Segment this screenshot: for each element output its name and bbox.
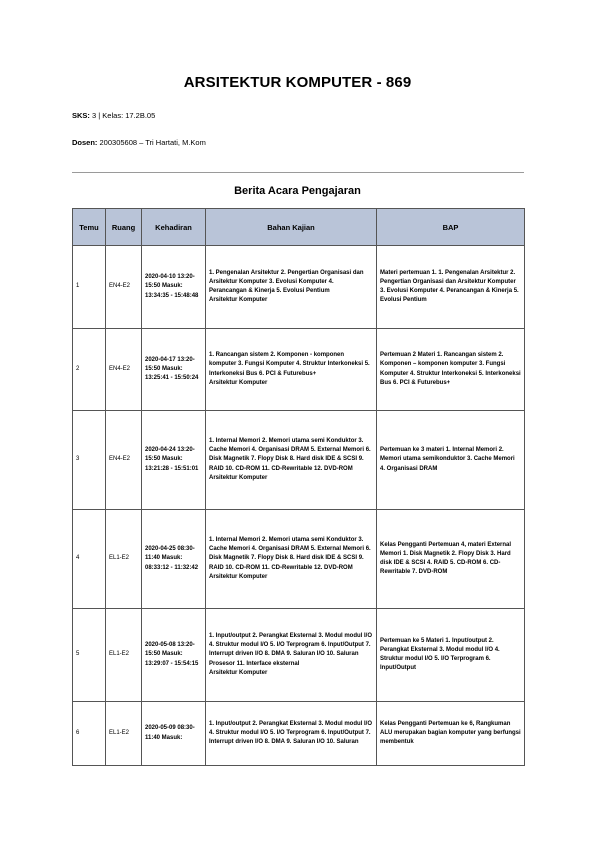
cell-bahan-kajian: 1. Input/output 2. Perangkat Eksternal 3. Modul modul I/O 4. Struktur modul I/O 5. I/O Terprogram 6. Input/Output 7. Interrupt driven I/O 8. DMA 9. Saluran I/O 10. Saluran Prosesor 11. Interface eksternal Arsitektur Komputer [206, 609, 377, 702]
cell-ruang: EN4-E2 [106, 246, 142, 329]
cell-kehadiran: 2020-05-08 13:20-15:50 Masuk: 13:29:07 - 15:54:15 [142, 609, 206, 702]
table-row [73, 609, 525, 702]
cell-bap: Pertemuan ke 3 materi 1. Internal Memori 2. Memori utama semikonduktor 3. Cache Memori 4. Organisasi DRAM [377, 411, 525, 510]
column-header-temu: Temu [73, 209, 106, 246]
cell-bap: Pertemuan 2 Materi 1. Rancangan sistem 2. Komponen – komponen komputer 3. Fungsi Komputer 4. Struktur Interkoneksi 5. Interkoneksi Bus 6. PCI & Futurebus+ [377, 329, 525, 411]
cell-bahan-kajian: 1. Internal Memori 2. Memori utama semi Konduktor 3. Cache Memori 4. Organisasi DRAM 5. External Memori 6. Disk Magnetik 7. Flopy Disk 8. Hard disk IDE & SCSI 9. RAID 10. CD-ROM 11. CD-Rewritable 12. DVD-ROM Arsitektur Komputer [206, 411, 377, 510]
cell-temu: 6 [73, 702, 106, 766]
cell-kehadiran: 2020-05-09 08:30-11:40 Masuk: [142, 702, 206, 766]
cell-temu: 5 [73, 609, 106, 702]
cell-bahan-kajian: 1. Internal Memori 2. Memori utama semi Konduktor 3. Cache Memori 4. Organisasi DRAM 5. External Memori 6. Disk Magnetik 7. Flopy Disk 8. Hard disk IDE & SCSI 9. RAID 10. CD-ROM 11. CD-Rewritable 12. DVD-ROM Arsitektur Komputer [206, 510, 377, 609]
column-header-bahan-kajian: Bahan Kajian [206, 209, 377, 246]
sks-info [72, 111, 155, 120]
cell-ruang: EL1-E2 [106, 510, 142, 609]
column-header-kehadiran: Kehadiran [142, 209, 206, 246]
cell-temu: 2 [73, 329, 106, 411]
page-title: ARSITEKTUR KOMPUTER - 869 [183, 74, 412, 91]
cell-bap: Kelas Pengganti Pertemuan ke 6, Rangkuman ALU merupakan bagian komputer yang berfungsi membentuk [377, 702, 525, 766]
cell-ruang: EL1-E2 [106, 609, 142, 702]
table-row [73, 702, 525, 766]
cell-kehadiran: 2020-04-17 13:20-15:50 Masuk: 13:25:41 - 15:50:24 [142, 329, 206, 411]
cell-ruang: EN4-E2 [106, 329, 142, 411]
table-row [73, 246, 525, 329]
dosen-label: Dosen: [72, 138, 98, 147]
cell-kehadiran: 2020-04-24 13:20-15:50 Masuk: 13:21:28 - 15:51:01 [142, 411, 206, 510]
cell-bap: Kelas Pengganti Pertemuan 4, materi External Memori 1. Disk Magnetik 2. Flopy Disk 3. Hard disk IDE & SCSI 4. RAID 5. CD-ROM 6. CD-Rewritable 7. DVD-ROM [377, 510, 525, 609]
cell-temu: 4 [73, 510, 106, 609]
dosen-info [72, 138, 206, 147]
column-header-bap: BAP [377, 209, 525, 246]
cell-bahan-kajian: 1. Pengenalan Arsitektur 2. Pengertian Organisasi dan Arsitektur Komputer 3. Evolusi Komputer 4. Perancangan & Kinerja 5. Evolusi Pentium Arsitektur Komputer [206, 246, 377, 329]
cell-kehadiran: 2020-04-25 08:30-11:40 Masuk: 08:33:12 - 11:32:42 [142, 510, 206, 609]
table-header-row [73, 209, 525, 246]
cell-temu: 1 [73, 246, 106, 329]
berita-acara-table [72, 208, 525, 766]
dosen-value: 200305608 – Tri Hartati, M.Kom [99, 138, 206, 147]
sks-value: 3 | Kelas: 17.2B.05 [92, 111, 156, 120]
sks-label: SKS: [72, 111, 90, 120]
cell-ruang: EL1-E2 [106, 702, 142, 766]
column-header-ruang: Ruang [106, 209, 142, 246]
table-row [73, 510, 525, 609]
table-row [73, 411, 525, 510]
cell-temu: 3 [73, 411, 106, 510]
cell-bap: Pertemuan ke 5 Materi 1. Input/output 2. Perangkat Eksternal 3. Modul modul I/O 4. Struktur modul I/O 5. I/O Terprogram 6. Input/Output [377, 609, 525, 702]
cell-bahan-kajian: 1. Rancangan sistem 2. Komponen - komponen komputer 3. Fungsi Komputer 4. Struktur Interkoneksi 5. Interkoneksi Bus 6. PCI & Futurebus+ Arsitektur Komputer [206, 329, 377, 411]
cell-ruang: EN4-E2 [106, 411, 142, 510]
cell-kehadiran: 2020-04-10 13:20-15:50 Masuk: 13:34:35 - 15:48:48 [142, 246, 206, 329]
cell-bap: Materi pertemuan 1. 1. Pengenalan Arsitektur 2. Pengertian Organisasi dan Arsitektur Komputer 3. Evolusi Komputer 4. Perancangan & Kinerja 5. Evolusi Pentium [377, 246, 525, 329]
cell-bahan-kajian: 1. Input/output 2. Perangkat Eksternal 3. Modul modul I/O 4. Struktur modul I/O 5. I/O Terprogram 6. Input/Output 7. Interrupt driven I/O 8. DMA 9. Saluran I/O 10. Saluran [206, 702, 377, 766]
table-row [73, 329, 525, 411]
divider [72, 172, 524, 173]
section-title: Berita Acara Pengajaran [234, 185, 361, 197]
